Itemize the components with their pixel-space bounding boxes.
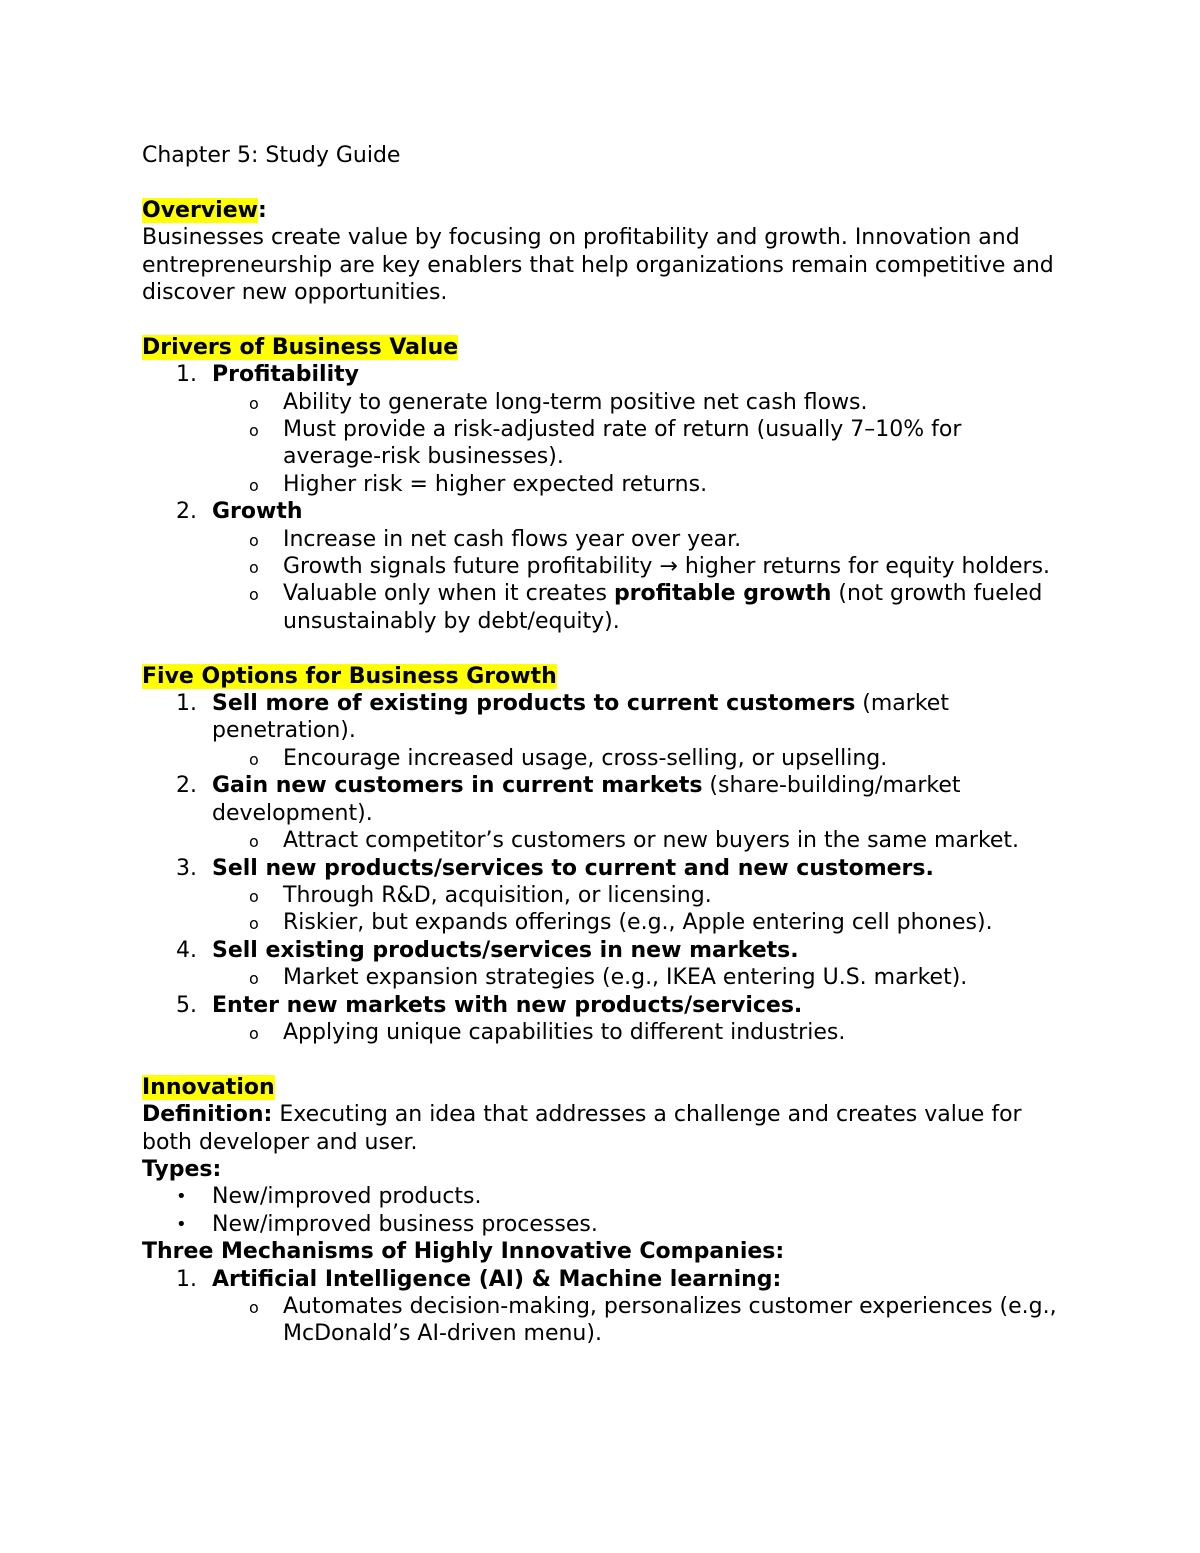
mechanisms-heading-text: Three Mechanisms of Highly Innovative Companies: <box>142 1239 785 1265</box>
circle-bullet-icon: o <box>249 475 259 495</box>
option-item <box>142 772 1062 827</box>
innovation-heading-line <box>142 1074 1062 1101</box>
list-item <box>142 1211 1062 1238</box>
option-bold: Gain new customers in current markets <box>212 773 703 799</box>
option-item <box>142 855 1062 882</box>
list-number: 1. <box>176 691 197 717</box>
spacer <box>142 1046 1062 1073</box>
types-label <box>142 1156 1062 1183</box>
bold-phrase: profitable growth <box>613 581 832 607</box>
list-item <box>142 580 1062 635</box>
list-item <box>142 526 1062 553</box>
option-bold: Enter new markets with new products/services. <box>212 992 803 1018</box>
mechanism-item <box>142 1266 1062 1293</box>
list-item <box>142 1293 1062 1348</box>
list-item <box>142 416 1062 471</box>
overview-text: Businesses create value by focusing on profitability and growth. Innovation and entrepreneurship are key enablers that help organizations remain competitive and discover new opportunities. <box>142 225 1054 306</box>
list-item-text: Applying unique capabilities to different industries. <box>283 1019 846 1045</box>
spacer <box>142 169 1062 196</box>
list-number: 2. <box>176 499 197 525</box>
five-options-heading-line <box>142 663 1062 690</box>
list-item-text: Growth signals future profitability → higher returns for equity holders. <box>283 554 1051 580</box>
circle-bullet-icon: o <box>249 969 259 989</box>
driver-item-profitability <box>142 361 1062 388</box>
circle-bullet-icon: o <box>249 914 259 934</box>
option-rest: (share-building/market development). <box>212 773 961 826</box>
list-number: 5. <box>176 992 197 1018</box>
circle-bullet-icon: o <box>249 1023 259 1043</box>
bullet-icon: • <box>176 1186 187 1208</box>
five-options-heading: Five Options for Business Growth <box>142 663 557 689</box>
list-number: 1. <box>176 362 197 388</box>
spacer <box>142 306 1062 333</box>
list-item-text: Attract competitor’s customers or new buyers in the same market. <box>283 828 1020 854</box>
definition-text: Executing an idea that addresses a challenge and creates value for both developer and user. <box>142 1102 1022 1155</box>
list-item <box>142 1183 1062 1210</box>
list-item <box>142 389 1062 416</box>
driver-item-growth <box>142 498 1062 525</box>
list-item-text: Higher risk = higher expected returns. <box>283 471 708 497</box>
list-item-text: Encourage increased usage, cross-selling, or upselling. <box>283 745 888 771</box>
list-item-text: New/improved products. <box>212 1184 482 1210</box>
drivers-heading-line <box>142 334 1062 361</box>
list-item-text: Through R&D, acquisition, or licensing. <box>283 882 712 908</box>
bullet-icon: • <box>176 1213 187 1235</box>
option-item <box>142 690 1062 745</box>
mechanism-label: Artificial Intelligence (AI) & Machine learning: <box>212 1266 782 1292</box>
list-item-text: Market expansion strategies (e.g., IKEA entering U.S. market). <box>283 965 968 991</box>
option-item <box>142 992 1062 1019</box>
overview-colon: : <box>257 197 267 223</box>
circle-bullet-icon: o <box>249 749 259 769</box>
innovation-definition <box>142 1101 1062 1156</box>
option-bold: Sell new products/services to current and new customers. <box>212 855 934 881</box>
list-number: 3. <box>176 855 197 881</box>
list-item <box>142 553 1062 580</box>
list-item-text: Valuable only when it creates <box>283 581 614 607</box>
circle-bullet-icon: o <box>249 393 259 413</box>
circle-bullet-icon: o <box>249 1298 259 1317</box>
overview-heading-line <box>142 197 1062 224</box>
types-label-text: Types: <box>142 1156 222 1182</box>
list-item-text: New/improved business processes. <box>212 1211 598 1237</box>
innovation-heading: Innovation <box>142 1074 275 1100</box>
list-item <box>142 827 1062 854</box>
option-bold: Sell existing products/services in new markets. <box>212 937 799 963</box>
driver-label: Growth <box>212 499 303 525</box>
page-title: Chapter 5: Study Guide <box>142 143 401 168</box>
driver-label: Profitability <box>212 362 359 388</box>
circle-bullet-icon: o <box>249 585 259 605</box>
spacer <box>142 635 1062 662</box>
circle-bullet-icon: o <box>249 886 259 906</box>
list-item-text: (not growth fueled unsustainably by debt/equity). <box>283 581 1043 634</box>
list-item-text: Ability to generate long-term positive net cash flows. <box>283 389 868 415</box>
list-item-text: Automates decision-making, personalizes customer experiences (e.g., McDonald’s AI-driven menu). <box>283 1294 1057 1347</box>
list-number: 2. <box>176 773 197 799</box>
list-item <box>142 471 1062 498</box>
list-item-text: Riskier, but expands offerings (e.g., Apple entering cell phones). <box>283 910 993 936</box>
list-item-text: Must provide a risk-adjusted rate of return (usually 7–10% for average-risk businesses). <box>283 417 962 470</box>
list-number: 1. <box>176 1266 197 1292</box>
list-item <box>142 882 1062 909</box>
mechanisms-heading <box>142 1238 1062 1265</box>
circle-bullet-icon: o <box>249 421 259 441</box>
option-item <box>142 937 1062 964</box>
option-rest: (market penetration). <box>212 691 949 744</box>
list-item <box>142 1019 1062 1046</box>
circle-bullet-icon: o <box>249 832 259 852</box>
list-number: 4. <box>176 937 197 963</box>
drivers-heading: Drivers of Business Value <box>142 334 459 360</box>
list-item <box>142 964 1062 991</box>
document-page <box>142 142 1062 1348</box>
circle-bullet-icon: o <box>249 558 259 578</box>
list-item-text: Increase in net cash flows year over year. <box>283 526 742 552</box>
overview-heading: Overview <box>142 197 258 223</box>
list-item <box>142 745 1062 772</box>
definition-label: Definition: <box>142 1102 273 1128</box>
list-item <box>142 909 1062 936</box>
circle-bullet-icon: o <box>249 530 259 550</box>
option-bold: Sell more of existing products to current customers <box>212 691 856 717</box>
